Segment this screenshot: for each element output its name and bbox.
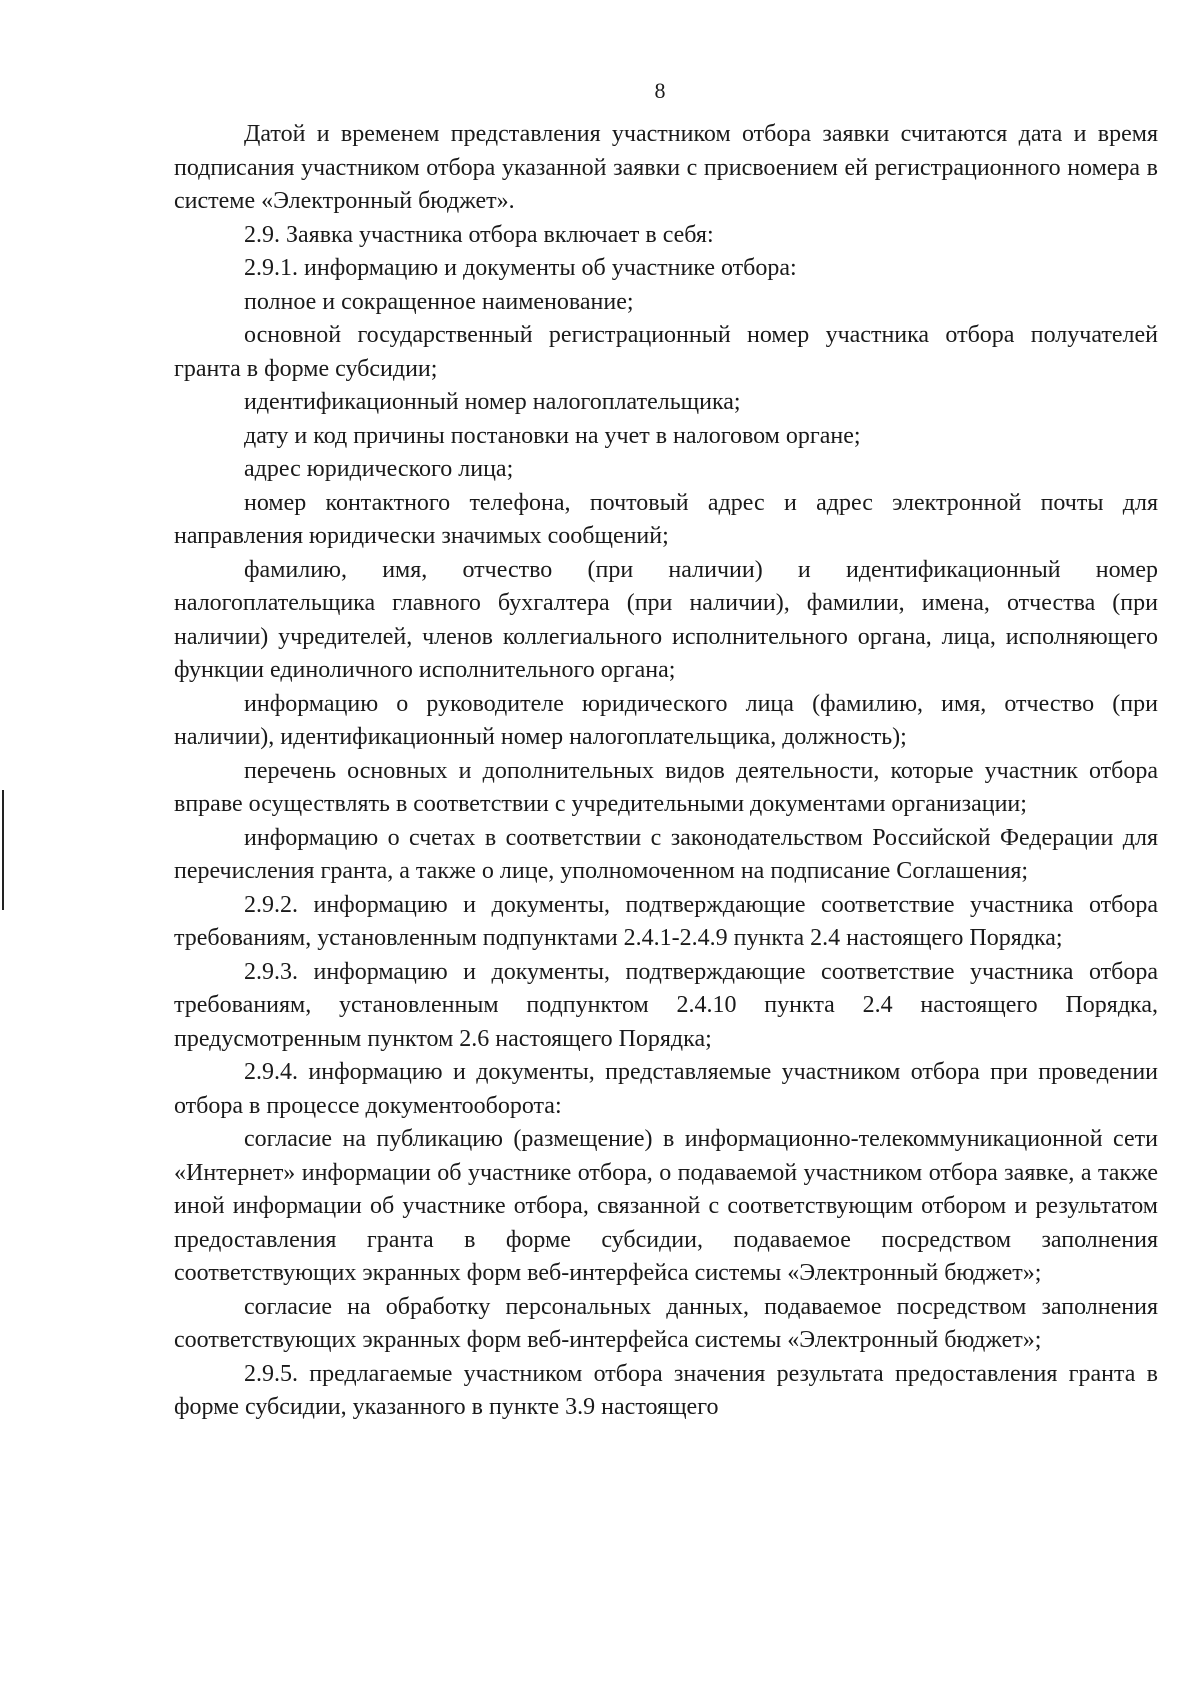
paragraph: номер контактного телефона, почтовый адрес и адрес электронной почты для направления юридически значимых сообщений; — [174, 489, 1158, 549]
paragraph: 2.9.2. информацию и документы, подтверждающие соответствие участника отбора требованиям, установленным подпунктами 2.4.1-2.4.9 пункта 2.4 настоящего Порядка; — [174, 891, 1158, 951]
paragraph: адрес юридического лица; — [244, 456, 514, 482]
paragraph: 2.9.3. информацию и документы, подтверждающие соответствие участника отбора требованиям, установленным подпунктом 2.4.10 пункта 2.4 настоящего Порядка, предусмотренным пунктом 2.6 настоящего Порядка; — [174, 958, 1158, 1052]
paragraph: полное и сокращенное наименование; — [244, 288, 634, 315]
paragraph: Датой и временем представления участником отбора заявки считаются дата и время подписания участником отбора указанной заявки с присвоением ей регистрационного номера в системе «Электронный бюджет». — [174, 121, 1158, 214]
document-body — [174, 118, 1158, 1425]
paragraph: информацию о руководителе юридического лица (фамилию, имя, отчество (при наличии), идентификационный номер налогоплательщика, должность); — [174, 690, 1158, 750]
paragraph: 2.9.4. информацию и документы, представляемые участником отбора при проведении отбора в процессе документооборота: — [174, 1059, 1158, 1119]
paragraph: идентификационный номер налогоплательщика; — [244, 389, 741, 415]
paragraph: перечень основных и дополнительных видов деятельности, которые участник отбора вправе осуществлять в соответствии с учредительными документами организации; — [174, 757, 1158, 817]
paragraph: дату и код причины постановки на учет в налоговом органе; — [244, 422, 861, 449]
page-number: 8 — [654, 78, 666, 103]
paragraph: фамилию, имя, отчество (при наличии) и идентификационный номер налогоплательщика главного бухгалтера (при наличии), фамилии, имена, отчества (при наличии) учредителей, членов коллегиального исполнительного органа, лица, исполняющего функции единоличного исполнительного органа; — [174, 556, 1158, 683]
paragraph: информацию о счетах в соответствии с законодательством Российской Федерации для перечисления гранта, а также о лице, уполномоченном на подписание Соглашения; — [174, 824, 1158, 884]
paragraph: согласие на публикацию (размещение) в информационно-телекоммуникационной сети «Интернет» информации об участнике отбора, о подаваемой участником отбора заявке, а также иной информации об участнике отбора, связанной с соответствующим отбором и результатом предоставления гранта в форме субсидии, подаваемое посредством заполнения соответствующих экранных форм веб-интерфейса системы «Электронный бюджет»; — [174, 1126, 1158, 1286]
paragraph: 2.9. Заявка участника отбора включает в себя: — [244, 221, 714, 248]
paragraph: 2.9.5. предлагаемые участником отбора значения результата предоставления гранта в форме субсидии, указанного в пункте 3.9 настоящего — [174, 1360, 1158, 1420]
paragraph: согласие на обработку персональных данных, подаваемое посредством заполнения соответствующих экранных форм веб-интерфейса системы «Электронный бюджет»; — [174, 1293, 1158, 1353]
scan-artifact — [2, 790, 4, 910]
paragraph: 2.9.1. информацию и документы об участнике отбора: — [244, 255, 797, 281]
paragraph: основной государственный регистрационный номер участника отбора получателей гранта в форме субсидии; — [174, 322, 1158, 382]
